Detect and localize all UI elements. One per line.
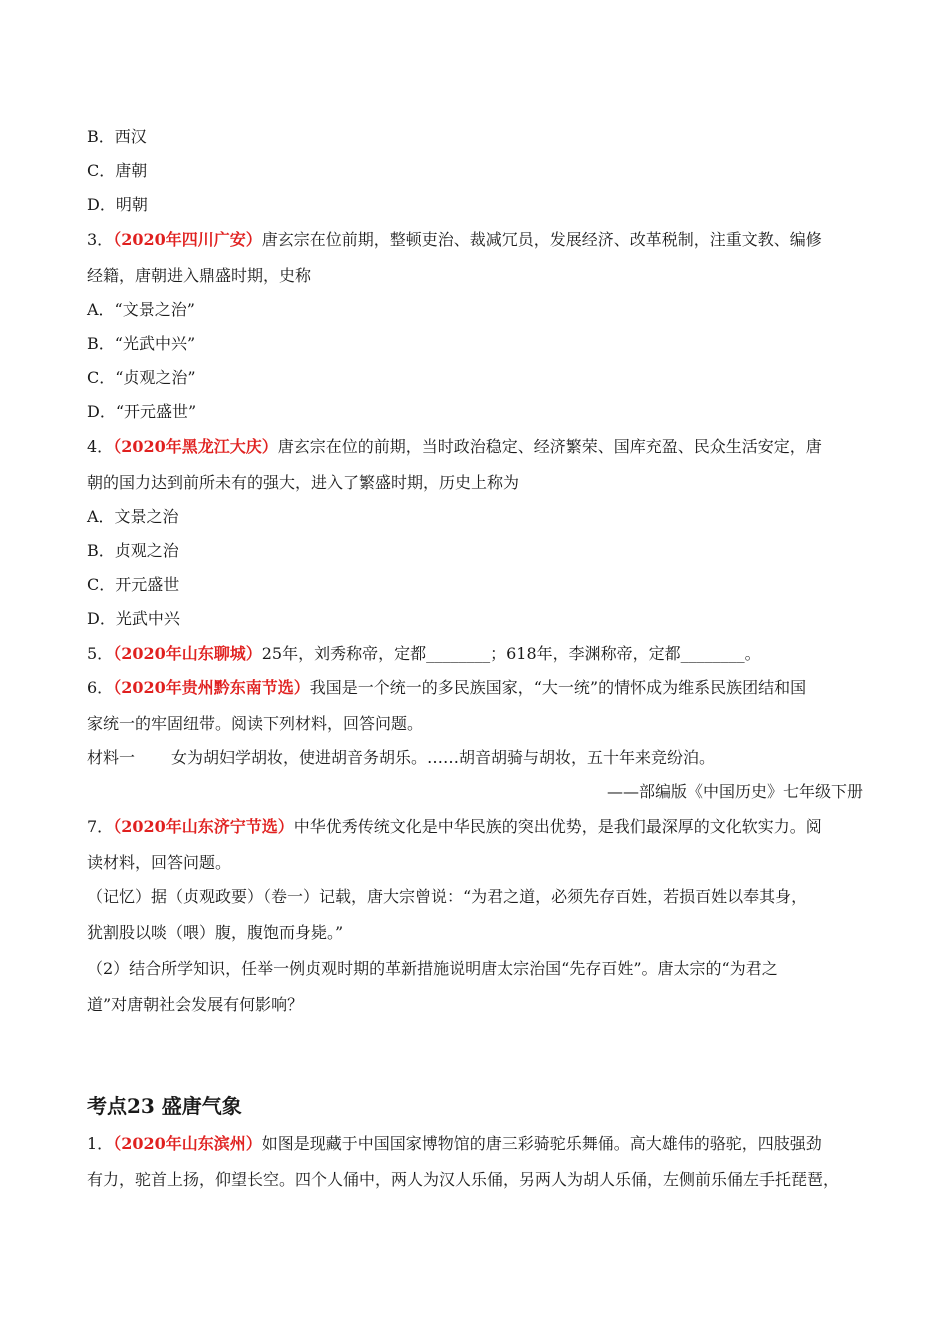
question-text: 25年，刘秀称帝，定都________；618年，李渊称帝，定都________。 [261, 644, 761, 663]
sub-question-2-continued: 道”对唐朝社会发展有何影响？ [87, 995, 304, 1014]
question-source: （2020年四川广安） [113, 230, 262, 249]
question-4 [87, 436, 822, 458]
question-source: （2020年山东滨州） [113, 1134, 262, 1153]
question-source: （2020年黑龙江大庆） [113, 437, 278, 456]
option-c: C．唐朝 [87, 161, 148, 180]
question-text: 唐玄宗在位的前期，当时政治稳定、经济繁荣、国库充盈、民众生活安定，唐 [277, 437, 822, 456]
section-question-1 [87, 1133, 822, 1155]
question-source: （2020年贵州黔东南节选） [113, 678, 310, 697]
question-number: 1． [87, 1134, 114, 1153]
option-c: C．“贞观之治” [87, 368, 196, 387]
question-text: 唐玄宗在位前期，整顿吏治、裁减冗员，发展经济、改革税制，注重文教、编修 [261, 230, 822, 249]
question-6-continued: 家统一的牢固纽带。阅读下列材料，回答问题。 [87, 714, 424, 733]
question-5 [87, 643, 761, 665]
memo-quote-continued: 犹割股以啖（喂）腹，腹饱而身毙。” [87, 923, 344, 942]
sub-question-2: （2）结合所学知识，任举一例贞观时期的革新措施说明唐太宗治国“先存百姓”。唐太宗的“为君之 [87, 959, 778, 978]
question-text: 我国是一个统一的多民族国家，“大一统”的情怀成为维系民族团结和国 [309, 678, 807, 697]
option-a: A．“文景之治” [87, 300, 195, 319]
option-b: B．贞观之治 [87, 541, 179, 560]
question-4-continued: 朝的国力达到前所未有的强大，进入了繁盛时期，历史上称为 [87, 473, 520, 492]
material-text: 女为胡妇学胡妆，使进胡音务胡乐。……胡音胡骑与胡妆，五十年来竞纷泊。 [171, 748, 716, 767]
question-text: 如图是现藏于中国国家博物馆的唐三彩骑驼乐舞俑。高大雄伟的骆驼，四肢强劲 [261, 1134, 822, 1153]
option-c: C．开元盛世 [87, 575, 180, 594]
option-a: A．文景之治 [87, 507, 179, 526]
memo-quote: （记忆）据（贞观政要）（卷一）记载，唐大宗曾说：“为君之道，必须先存百姓，若损百姓以奉其身， [87, 887, 808, 906]
material-citation: ——部编版《中国历史》七年级下册 [606, 782, 863, 801]
material-one [87, 747, 715, 769]
material-label: 材料一 [87, 748, 136, 767]
option-d: D．光武中兴 [87, 609, 180, 628]
option-b: B．西汉 [87, 127, 147, 146]
question-text: 中华优秀传统文化是中华民族的突出优势，是我们最深厚的文化软实力。阅 [293, 817, 822, 836]
question-3-continued: 经籍，唐朝进入鼎盛时期，史称 [87, 266, 312, 285]
question-number: 4． [87, 437, 114, 456]
section-heading: 考点23 盛唐气象 [87, 1094, 242, 1118]
option-b: B．“光武中兴” [87, 334, 196, 353]
question-number: 5． [87, 644, 114, 663]
option-d: D．“开元盛世” [87, 402, 197, 421]
option-d: D．明朝 [87, 195, 148, 214]
question-source: （2020年山东聊城） [113, 644, 262, 663]
question-7 [87, 816, 822, 838]
question-6 [87, 677, 806, 699]
question-3 [87, 229, 822, 251]
question-number: 7． [87, 817, 114, 836]
question-7-continued: 读材料，回答问题。 [87, 853, 232, 872]
question-number: 6． [87, 678, 114, 697]
section-question-1-continued: 有力，驼首上扬，仰望长空。四个人俑中，两人为汉人乐俑，另两人为胡人乐俑，左侧前乐俑左手托琵琶， [87, 1170, 840, 1189]
question-source: （2020年山东济宁节选） [113, 817, 294, 836]
question-number: 3． [87, 230, 114, 249]
